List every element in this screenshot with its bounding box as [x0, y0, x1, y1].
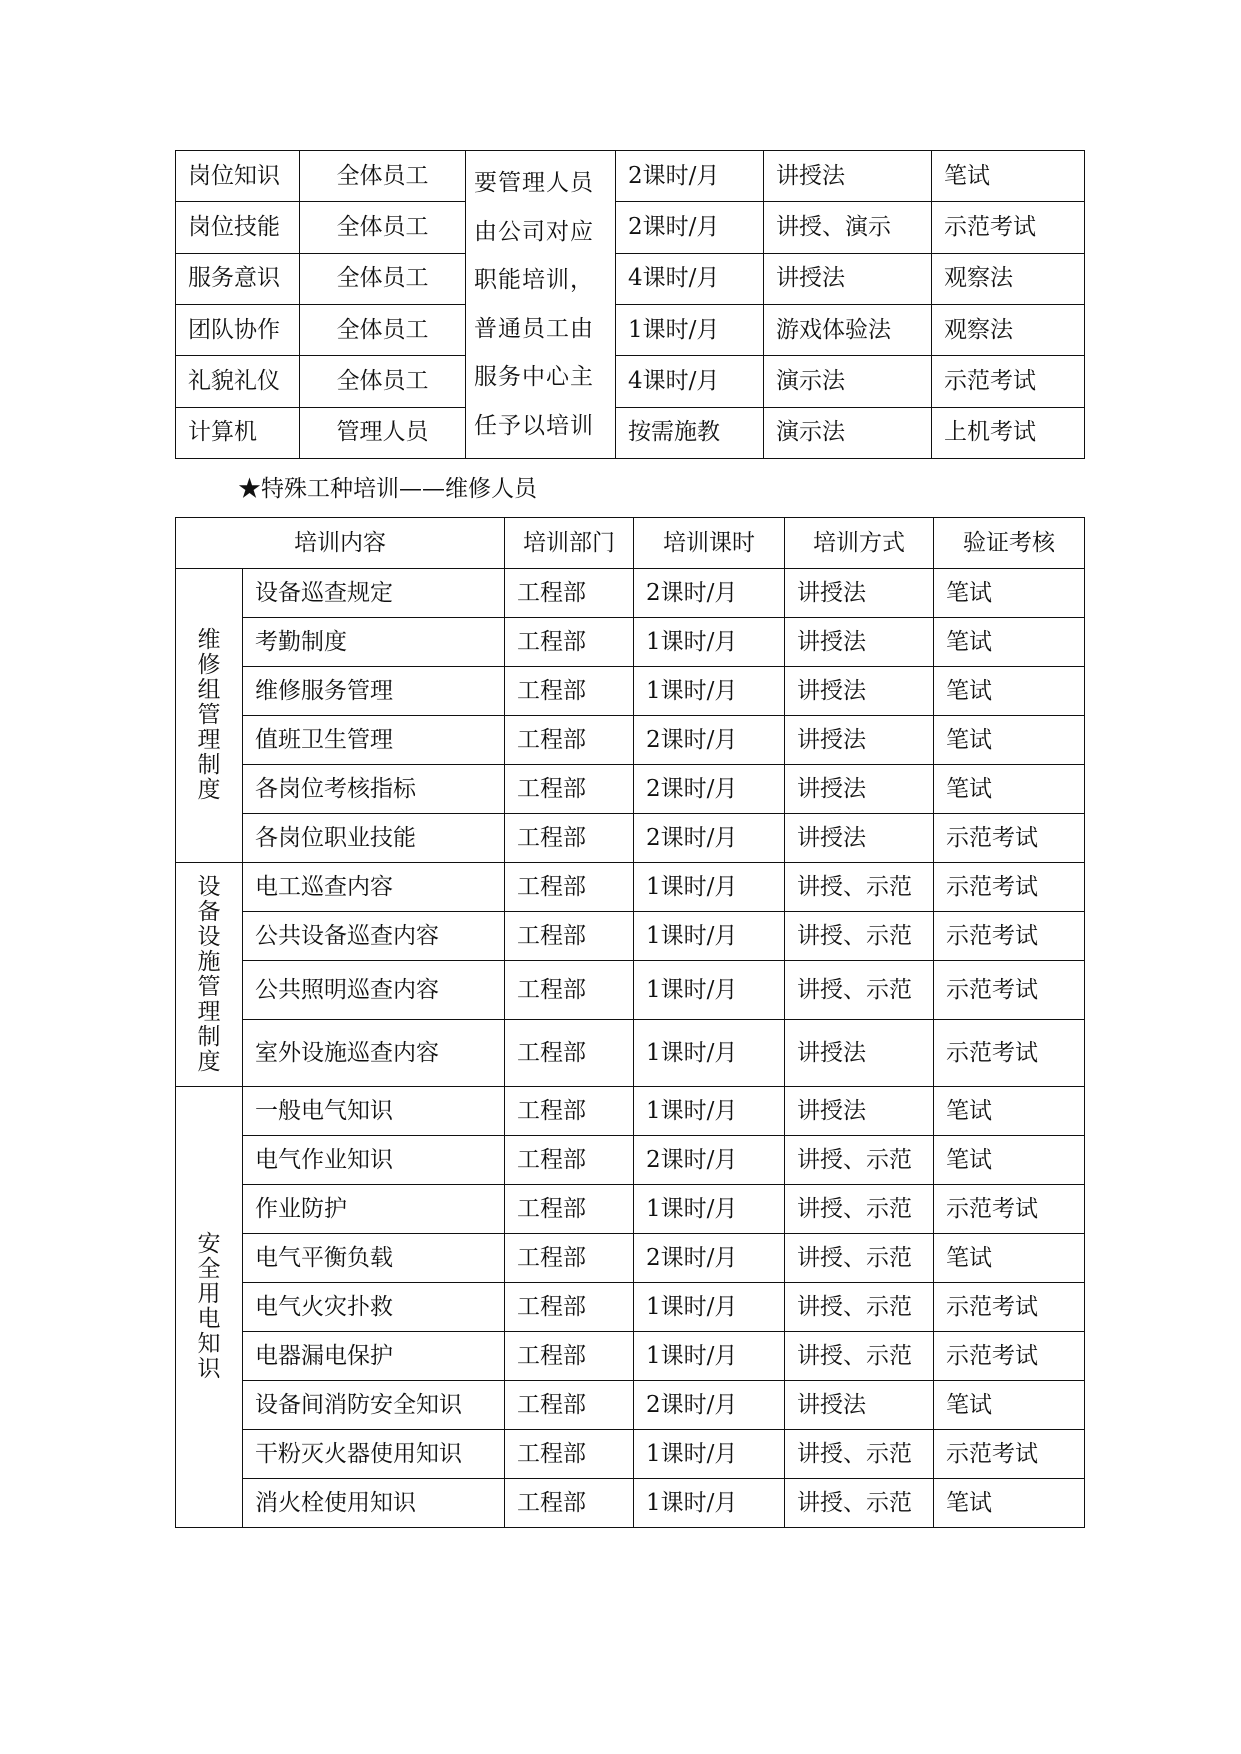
note-line: 普通员工由	[474, 315, 594, 342]
training-content-cell: 团队协作	[176, 304, 300, 355]
training-hours-cell: 1课时/月	[634, 1283, 785, 1332]
group-label: 设备设施管理制度	[197, 873, 221, 1075]
training-method-cell: 讲授、示范	[785, 1185, 934, 1234]
department-cell: 工程部	[505, 1283, 634, 1332]
assessment-cell: 示范考试	[934, 1020, 1085, 1087]
training-hours-cell: 2课时/月	[634, 765, 785, 814]
training-content-cell: 电工巡查内容	[243, 863, 505, 912]
assessment-cell: 笔试	[934, 1136, 1085, 1185]
training-content-cell: 干粉灭火器使用知识	[243, 1430, 505, 1479]
department-cell: 工程部	[505, 1381, 634, 1430]
training-method-cell: 讲授法	[785, 814, 934, 863]
training-content-cell: 公共照明巡查内容	[243, 961, 505, 1020]
assessment-cell: 示范考试	[934, 1283, 1085, 1332]
assessment-cell: 示范考试	[934, 1332, 1085, 1381]
assessment-cell: 示范考试	[934, 1430, 1085, 1479]
table-row	[176, 1430, 1085, 1479]
assessment-cell: 笔试	[934, 618, 1085, 667]
assessment-cell: 笔试	[934, 667, 1085, 716]
department-cell: 工程部	[505, 1234, 634, 1283]
note-line: 职能培训，	[474, 267, 594, 293]
training-content-cell: 岗位技能	[176, 202, 300, 253]
table-row	[176, 1381, 1085, 1430]
training-content-cell: 考勤制度	[243, 618, 505, 667]
department-cell: 工程部	[505, 814, 634, 863]
training-method-cell: 讲授法	[785, 765, 934, 814]
table-row	[176, 407, 1085, 458]
assessment-cell: 示范考试	[932, 356, 1085, 407]
training-hours-cell: 1课时/月	[634, 1020, 785, 1087]
training-content-cell: 作业防护	[243, 1185, 505, 1234]
training-method-cell: 演示法	[764, 407, 932, 458]
training-hours-cell: 4课时/月	[616, 253, 764, 304]
table-row	[176, 765, 1085, 814]
department-cell: 工程部	[505, 912, 634, 961]
training-hours-cell: 1课时/月	[634, 863, 785, 912]
training-hours-cell: 1课时/月	[634, 1430, 785, 1479]
group-label-cell	[176, 569, 243, 863]
training-method-cell: 讲授法	[785, 1381, 934, 1430]
assessment-cell: 笔试	[934, 1479, 1085, 1528]
training-target-cell: 管理人员	[300, 407, 466, 458]
department-cell: 工程部	[505, 618, 634, 667]
table-row	[176, 202, 1085, 253]
table-row	[176, 304, 1085, 355]
department-cell: 工程部	[505, 1087, 634, 1136]
assessment-cell: 示范考试	[934, 912, 1085, 961]
table-row	[176, 667, 1085, 716]
assessment-cell: 笔试	[934, 1087, 1085, 1136]
training-method-cell: 讲授法	[785, 667, 934, 716]
table-row	[176, 569, 1085, 618]
table-row	[176, 716, 1085, 765]
training-method-cell: 讲授法	[785, 1087, 934, 1136]
header-department: 培训部门	[505, 518, 634, 569]
training-method-cell: 讲授、示范	[785, 1283, 934, 1332]
training-hours-cell: 2课时/月	[634, 1234, 785, 1283]
assessment-cell: 笔试	[934, 1381, 1085, 1430]
assessment-cell: 示范考试	[934, 1185, 1085, 1234]
department-cell: 工程部	[505, 1479, 634, 1528]
training-content-cell: 各岗位职业技能	[243, 814, 505, 863]
training-method-cell: 讲授、示范	[785, 912, 934, 961]
note-line: 要管理人员	[474, 170, 594, 196]
table-row	[176, 1283, 1085, 1332]
training-content-cell: 礼貌礼仪	[176, 356, 300, 407]
assessment-cell: 示范考试	[934, 863, 1085, 912]
training-content-cell: 维修服务管理	[243, 667, 505, 716]
table-row	[176, 1136, 1085, 1185]
training-hours-cell: 1课时/月	[634, 912, 785, 961]
training-method-cell: 讲授、示范	[785, 1332, 934, 1381]
training-content-cell: 公共设备巡查内容	[243, 912, 505, 961]
assessment-cell: 示范考试	[934, 814, 1085, 863]
table-row	[176, 1020, 1085, 1087]
table-row	[176, 1332, 1085, 1381]
training-content-cell: 设备巡查规定	[243, 569, 505, 618]
training-method-cell: 讲授、演示	[764, 202, 932, 253]
training-method-cell: 讲授、示范	[785, 1234, 934, 1283]
group-label-cell	[176, 1087, 243, 1528]
training-content-cell: 电器漏电保护	[243, 1332, 505, 1381]
training-content-cell: 值班卫生管理	[243, 716, 505, 765]
header-content: 培训内容	[176, 518, 505, 569]
note-line: 任予以培训	[474, 412, 594, 439]
department-cell: 工程部	[505, 716, 634, 765]
department-cell: 工程部	[505, 667, 634, 716]
training-target-cell: 全体员工	[300, 304, 466, 355]
training-method-cell: 讲授法	[785, 1020, 934, 1087]
training-method-cell: 讲授、示范	[785, 1430, 934, 1479]
training-note-cell	[466, 151, 616, 459]
training-hours-cell: 1课时/月	[634, 1087, 785, 1136]
header-hours: 培训课时	[634, 518, 785, 569]
group-label: 维修组管理制度	[197, 627, 221, 803]
assessment-cell: 观察法	[932, 304, 1085, 355]
training-method-cell: 讲授法	[785, 569, 934, 618]
training-content-cell: 服务意识	[176, 253, 300, 304]
training-content-cell: 电气平衡负载	[243, 1234, 505, 1283]
general-training-table	[175, 150, 1085, 459]
training-method-cell: 讲授法	[764, 151, 932, 202]
department-cell: 工程部	[505, 863, 634, 912]
table-row	[176, 863, 1085, 912]
training-method-cell: 讲授、示范	[785, 1136, 934, 1185]
assessment-cell: 笔试	[932, 151, 1085, 202]
training-hours-cell: 2课时/月	[634, 814, 785, 863]
maintenance-training-table	[175, 517, 1085, 1528]
training-method-cell: 游戏体验法	[764, 304, 932, 355]
table-row	[176, 1234, 1085, 1283]
training-content-cell: 计算机	[176, 407, 300, 458]
department-cell: 工程部	[505, 569, 634, 618]
training-hours-cell: 2课时/月	[634, 569, 785, 618]
training-content-cell: 电气火灾扑救	[243, 1283, 505, 1332]
header-row	[176, 518, 1085, 569]
training-method-cell: 讲授法	[785, 716, 934, 765]
training-target-cell: 全体员工	[300, 253, 466, 304]
training-hours-cell: 2课时/月	[616, 202, 764, 253]
training-content-cell: 室外设施巡查内容	[243, 1020, 505, 1087]
training-method-cell: 讲授、示范	[785, 961, 934, 1020]
training-hours-cell: 1课时/月	[634, 1479, 785, 1528]
training-hours-cell: 1课时/月	[634, 1185, 785, 1234]
table-row	[176, 253, 1085, 304]
table-row	[176, 356, 1085, 407]
training-content-cell: 岗位知识	[176, 151, 300, 202]
department-cell: 工程部	[505, 1136, 634, 1185]
training-hours-cell: 1课时/月	[634, 1332, 785, 1381]
department-cell: 工程部	[505, 1332, 634, 1381]
table-row	[176, 814, 1085, 863]
training-hours-cell: 2课时/月	[634, 1381, 785, 1430]
training-target-cell: 全体员工	[300, 151, 466, 202]
table-row	[176, 1087, 1085, 1136]
department-cell: 工程部	[505, 1020, 634, 1087]
training-method-cell: 讲授、示范	[785, 1479, 934, 1528]
note-line: 由公司对应	[474, 218, 594, 245]
training-hours-cell: 1课时/月	[634, 667, 785, 716]
training-content-cell: 设备间消防安全知识	[243, 1381, 505, 1430]
table-row	[176, 961, 1085, 1020]
training-method-cell: 讲授、示范	[785, 863, 934, 912]
training-target-cell: 全体员工	[300, 356, 466, 407]
training-method-cell: 讲授法	[764, 253, 932, 304]
table-row	[176, 1185, 1085, 1234]
training-hours-cell: 1课时/月	[634, 618, 785, 667]
training-hours-cell: 4课时/月	[616, 356, 764, 407]
group-label-cell	[176, 863, 243, 1087]
assessment-cell: 示范考试	[932, 202, 1085, 253]
training-content-cell: 消火栓使用知识	[243, 1479, 505, 1528]
training-hours-cell: 2课时/月	[616, 151, 764, 202]
training-target-cell: 全体员工	[300, 202, 466, 253]
note-line: 服务中心主	[474, 364, 594, 390]
assessment-cell: 笔试	[934, 569, 1085, 618]
department-cell: 工程部	[505, 765, 634, 814]
department-cell: 工程部	[505, 1185, 634, 1234]
training-content-cell: 电气作业知识	[243, 1136, 505, 1185]
training-content-cell: 一般电气知识	[243, 1087, 505, 1136]
header-method: 培训方式	[785, 518, 934, 569]
training-hours-cell: 按需施教	[616, 407, 764, 458]
assessment-cell: 示范考试	[934, 961, 1085, 1020]
training-hours-cell: 1课时/月	[616, 304, 764, 355]
group-label: 安全用电知识	[197, 1231, 221, 1382]
training-method-cell: 讲授法	[785, 618, 934, 667]
table-row	[176, 912, 1085, 961]
training-hours-cell: 1课时/月	[634, 961, 785, 1020]
section-title: ★特殊工种培训——维修人员	[238, 476, 537, 502]
department-cell: 工程部	[505, 1430, 634, 1479]
assessment-cell: 笔试	[934, 716, 1085, 765]
table-row	[176, 618, 1085, 667]
training-hours-cell: 2课时/月	[634, 1136, 785, 1185]
training-hours-cell: 2课时/月	[634, 716, 785, 765]
training-method-cell: 演示法	[764, 356, 932, 407]
assessment-cell: 上机考试	[932, 407, 1085, 458]
table-row	[176, 1479, 1085, 1528]
assessment-cell: 笔试	[934, 765, 1085, 814]
header-assessment: 验证考核	[934, 518, 1085, 569]
assessment-cell: 观察法	[932, 253, 1085, 304]
department-cell: 工程部	[505, 961, 634, 1020]
training-content-cell: 各岗位考核指标	[243, 765, 505, 814]
table-row	[176, 151, 1085, 202]
assessment-cell: 笔试	[934, 1234, 1085, 1283]
